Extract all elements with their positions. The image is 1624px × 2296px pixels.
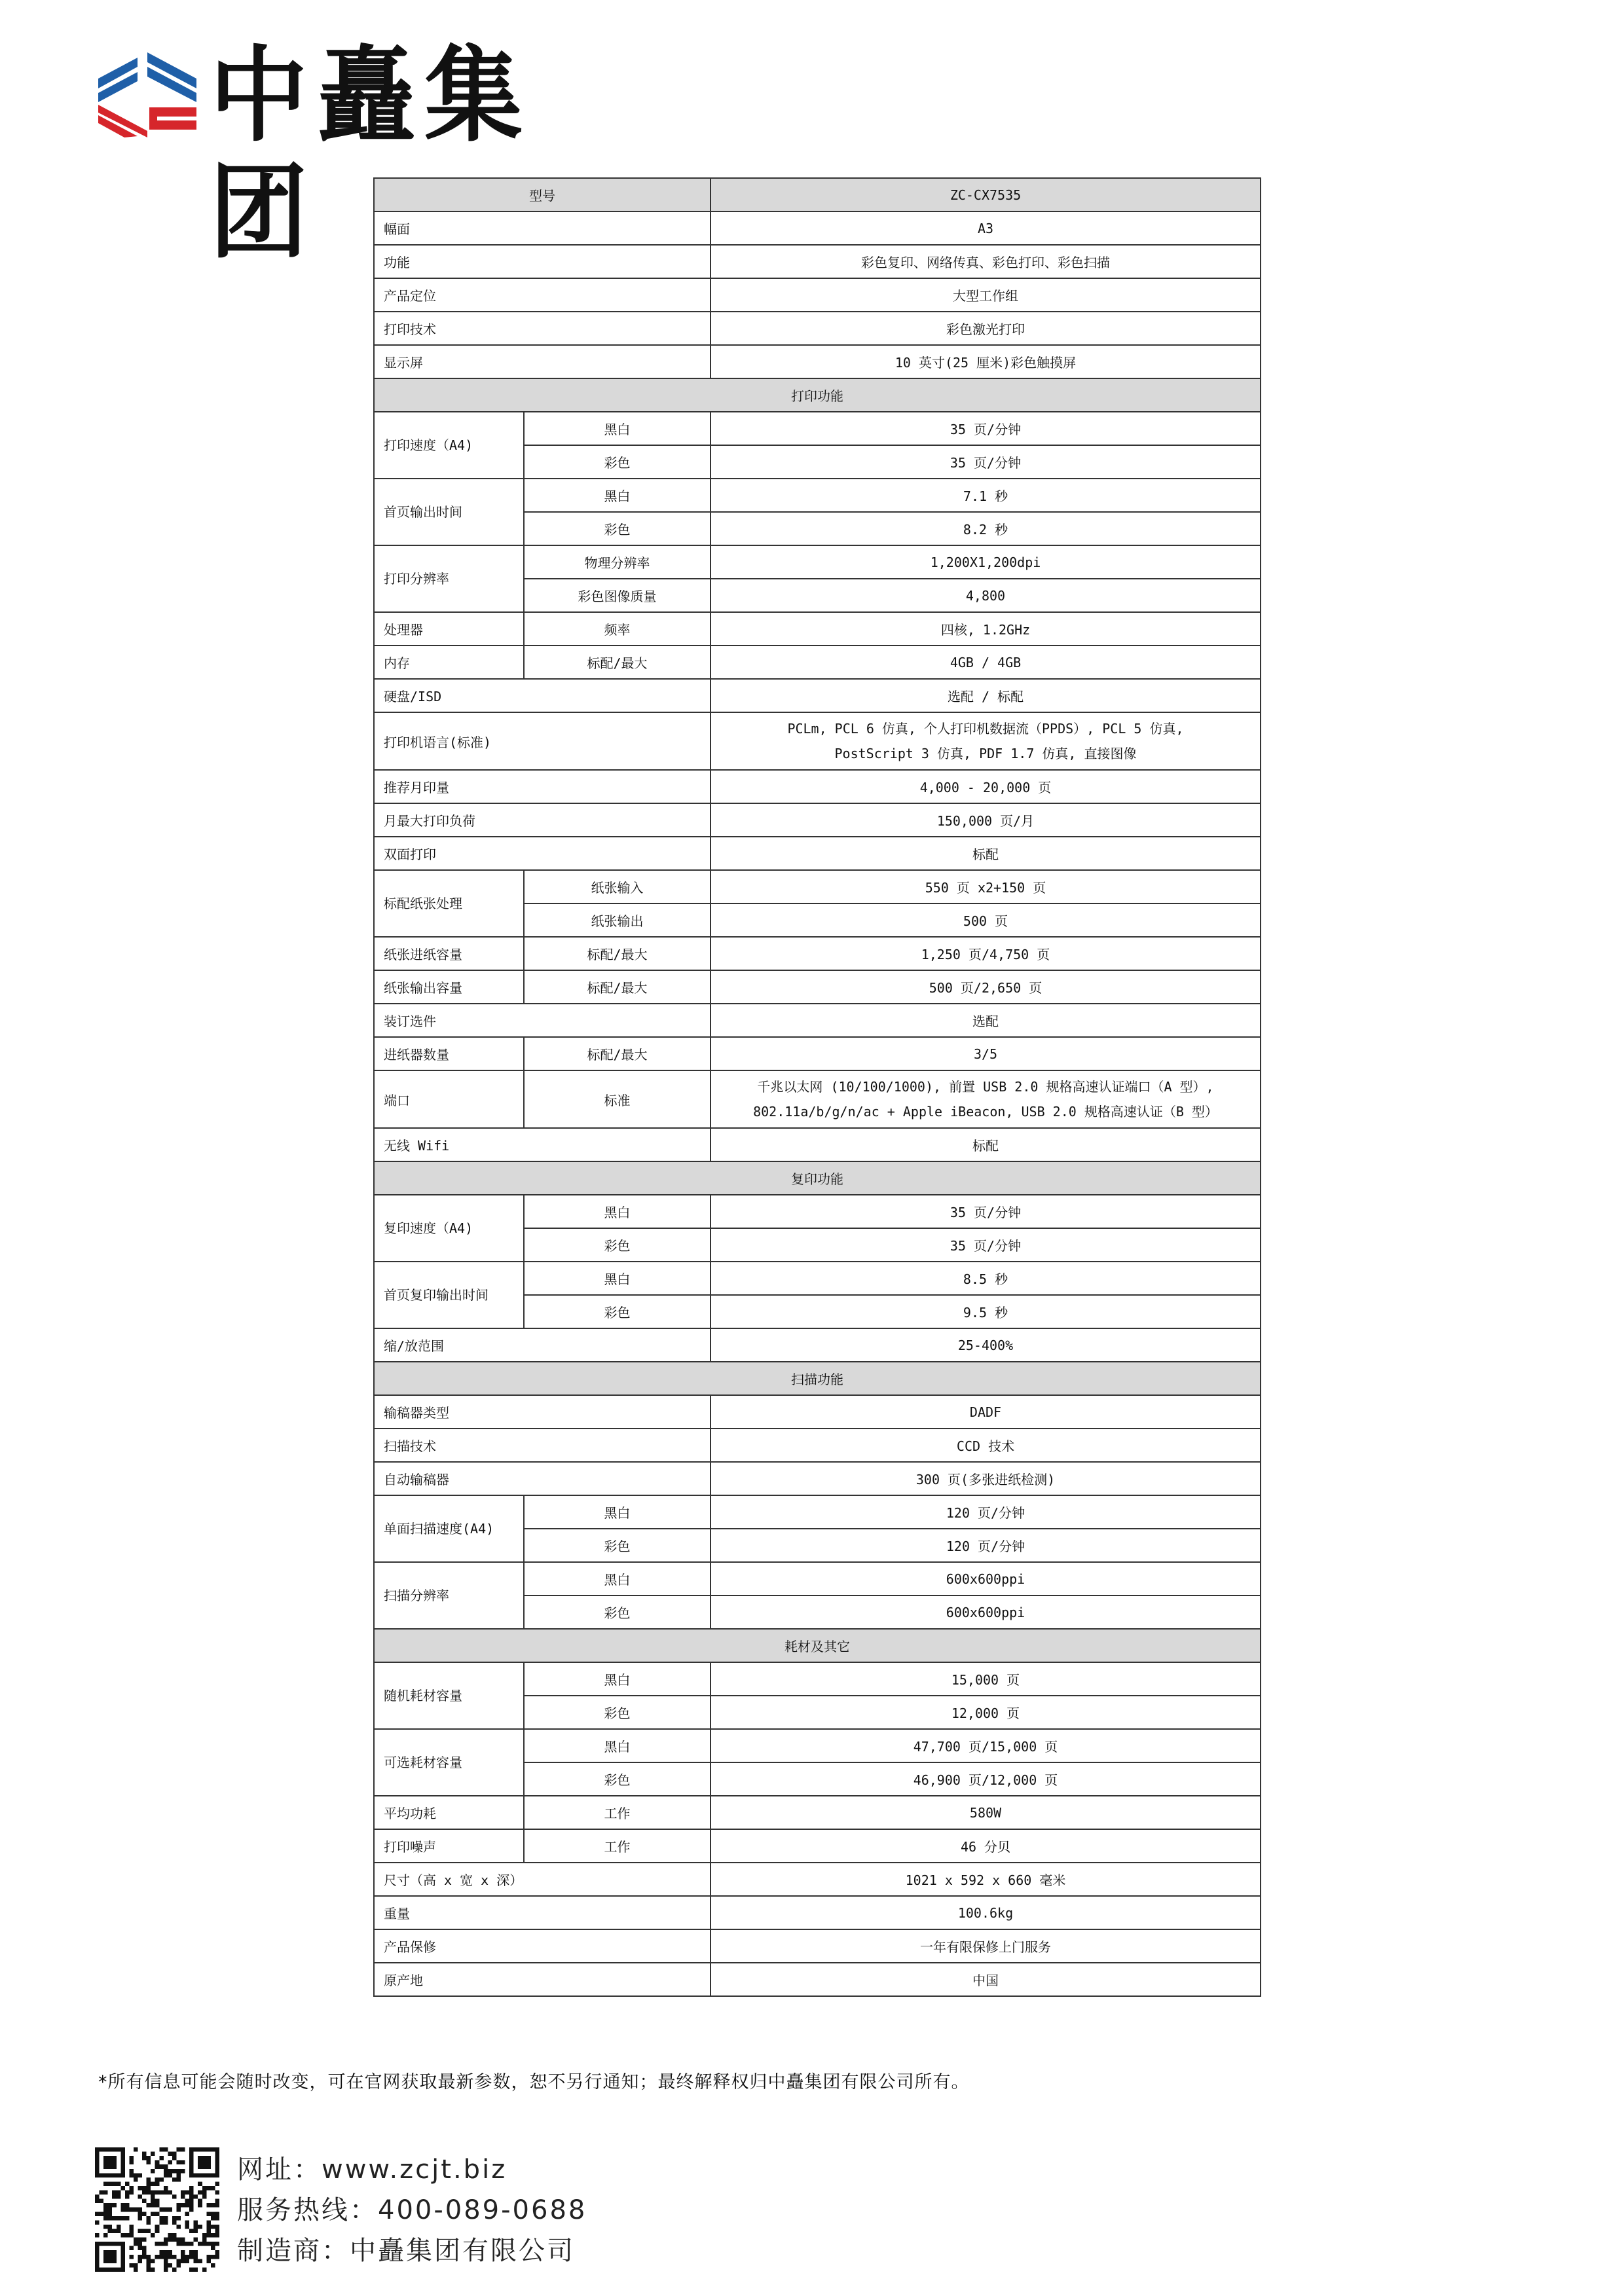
table-row — [374, 1462, 1261, 1495]
spec-value: 300 页(多张进纸检测) — [710, 1462, 1261, 1495]
spec-sublabel: 黑白 — [524, 1495, 710, 1529]
table-row — [374, 1662, 1261, 1696]
spec-value: 9.5 秒 — [710, 1295, 1261, 1328]
spec-value: 大型工作组 — [710, 278, 1261, 312]
spec-label: 随机耗材容量 — [374, 1662, 524, 1729]
spec-label: 装订选件 — [374, 1004, 710, 1037]
spec-value: 4GB / 4GB — [710, 646, 1261, 679]
spec-label: 平均功耗 — [374, 1796, 524, 1829]
spec-value: 一年有限保修上门服务 — [710, 1929, 1261, 1963]
spec-value-line: PostScript 3 仿真, PDF 1.7 仿真, 直接图像 — [834, 746, 1137, 761]
spec-label: 扫描技术 — [374, 1429, 710, 1462]
spec-sublabel: 彩色 — [524, 1762, 710, 1796]
spec-label: 进纸器数量 — [374, 1037, 524, 1070]
table-row — [374, 803, 1261, 837]
spec-sublabel: 标配/最大 — [524, 646, 710, 679]
spec-sublabel: 黑白 — [524, 412, 710, 445]
spec-sublabel: 黑白 — [524, 1262, 710, 1295]
spec-value: 12,000 页 — [710, 1696, 1261, 1729]
spec-value: 7.1 秒 — [710, 479, 1261, 512]
spec-label: 可选耗材容量 — [374, 1729, 524, 1796]
spec-sublabel: 物理分辨率 — [524, 545, 710, 579]
spec-value: 120 页/分钟 — [710, 1495, 1261, 1529]
spec-value: CCD 技术 — [710, 1429, 1261, 1462]
spec-value: 46,900 页/12,000 页 — [710, 1762, 1261, 1796]
spec-label: 显示屏 — [374, 345, 710, 378]
spec-label: 扫描分辨率 — [374, 1562, 524, 1629]
spec-sublabel: 黑白 — [524, 1195, 710, 1228]
spec-label: 硬盘/ISD — [374, 679, 710, 712]
table-row — [374, 770, 1261, 803]
table-row — [374, 1495, 1261, 1529]
table-row — [374, 1829, 1261, 1863]
spec-value: 彩色复印、网络传真、彩色打印、彩色扫描 — [710, 245, 1261, 278]
spec-label: 产品保修 — [374, 1929, 710, 1963]
spec-label: 幅面 — [374, 211, 710, 245]
table-row — [374, 1262, 1261, 1295]
spec-value: 10 英寸(25 厘米)彩色触摸屏 — [710, 345, 1261, 378]
spec-label: 纸张输出容量 — [374, 970, 524, 1004]
spec-label: 打印分辨率 — [374, 545, 524, 612]
table-row — [374, 937, 1261, 970]
table-row — [374, 479, 1261, 512]
spec-label: 单面扫描速度(A4) — [374, 1495, 524, 1562]
model-label: 型号 — [374, 178, 710, 211]
spec-value: DADF — [710, 1395, 1261, 1429]
section-title: 耗材及其它 — [374, 1629, 1261, 1662]
section-title: 扫描功能 — [374, 1362, 1261, 1395]
spec-label: 打印噪声 — [374, 1829, 524, 1863]
table-row — [374, 646, 1261, 679]
website-text: 网址：www.zcjt.biz — [237, 2155, 507, 2185]
section-header-row — [374, 1362, 1261, 1395]
spec-sublabel: 黑白 — [524, 1662, 710, 1696]
spec-value: 35 页/分钟 — [710, 1228, 1261, 1262]
table-row — [374, 1729, 1261, 1762]
spec-value: 选配 / 标配 — [710, 679, 1261, 712]
spec-value: 彩色激光打印 — [710, 312, 1261, 345]
spec-value — [710, 1070, 1261, 1128]
spec-label: 功能 — [374, 245, 710, 278]
spec-sublabel: 彩色 — [524, 1696, 710, 1729]
spec-value: 15,000 页 — [710, 1662, 1261, 1696]
table-row — [374, 345, 1261, 378]
spec-sublabel: 黑白 — [524, 479, 710, 512]
qr-code-icon — [95, 2147, 219, 2272]
spec-label: 推荐月印量 — [374, 770, 710, 803]
spec-sublabel: 黑白 — [524, 1562, 710, 1595]
table-row — [374, 1195, 1261, 1228]
spec-value: 8.5 秒 — [710, 1262, 1261, 1295]
spec-label: 打印机语言(标准) — [374, 712, 710, 770]
spec-sublabel: 彩色 — [524, 1295, 710, 1328]
table-row — [374, 1328, 1261, 1362]
table-row — [374, 1796, 1261, 1829]
model-value: ZC-CX7535 — [710, 178, 1261, 211]
spec-value: 4,000 - 20,000 页 — [710, 770, 1261, 803]
spec-sublabel: 彩色图像质量 — [524, 579, 710, 612]
spec-sublabel: 标配/最大 — [524, 937, 710, 970]
spec-sublabel: 工作 — [524, 1829, 710, 1863]
contact-footer — [237, 2149, 587, 2271]
spec-label: 复印速度（A4) — [374, 1195, 524, 1262]
spec-value: 35 页/分钟 — [710, 412, 1261, 445]
spec-sublabel: 黑白 — [524, 1729, 710, 1762]
spec-value: 120 页/分钟 — [710, 1529, 1261, 1562]
section-header-row — [374, 378, 1261, 412]
company-logo-mark-icon — [98, 52, 196, 137]
spec-value: 100.6kg — [710, 1896, 1261, 1929]
table-row — [374, 1004, 1261, 1037]
spec-table — [373, 177, 1261, 1997]
table-row — [374, 1929, 1261, 1963]
spec-label: 打印速度（A4) — [374, 412, 524, 479]
table-row — [374, 612, 1261, 646]
spec-label: 纸张进纸容量 — [374, 937, 524, 970]
table-row — [374, 870, 1261, 903]
spec-value: 中国 — [710, 1963, 1261, 1996]
spec-value-line: 802.11a/b/g/n/ac + Apple iBeacon, USB 2.0 规格高速认证（B 型） — [753, 1104, 1218, 1120]
spec-value: 580W — [710, 1796, 1261, 1829]
table-row — [374, 412, 1261, 445]
spec-value: 500 页 — [710, 903, 1261, 937]
table-row — [374, 1429, 1261, 1462]
spec-label: 输稿器类型 — [374, 1395, 710, 1429]
company-logo-text: 中矗集团 — [210, 35, 532, 273]
spec-sublabel: 彩色 — [524, 445, 710, 479]
spec-value-line: PCLm, PCL 6 仿真, 个人打印机数据流（PPDS）, PCL 5 仿真, — [787, 721, 1184, 737]
spec-label: 自动输稿器 — [374, 1462, 710, 1495]
manufacturer-text: 制造商：中矗集团有限公司 — [237, 2236, 575, 2266]
table-row — [374, 1562, 1261, 1595]
spec-value: 标配 — [710, 837, 1261, 870]
spec-value: 150,000 页/月 — [710, 803, 1261, 837]
spec-value — [710, 712, 1261, 770]
table-row — [374, 545, 1261, 579]
spec-value: 4,800 — [710, 579, 1261, 612]
spec-sublabel: 彩色 — [524, 1529, 710, 1562]
hotline-text: 服务热线：400-089-0688 — [237, 2195, 587, 2225]
spec-label: 处理器 — [374, 612, 524, 646]
spec-sublabel: 纸张输入 — [524, 870, 710, 903]
spec-sublabel: 标配/最大 — [524, 970, 710, 1004]
section-title: 复印功能 — [374, 1161, 1261, 1195]
spec-label: 缩/放范围 — [374, 1328, 710, 1362]
spec-sublabel: 彩色 — [524, 1595, 710, 1629]
section-title: 打印功能 — [374, 378, 1261, 412]
spec-value: 47,700 页/15,000 页 — [710, 1729, 1261, 1762]
spec-value: 25-400% — [710, 1328, 1261, 1362]
spec-label: 月最大打印负荷 — [374, 803, 710, 837]
table-row — [374, 1070, 1261, 1128]
spec-label: 产品定位 — [374, 278, 710, 312]
spec-value: 500 页/2,650 页 — [710, 970, 1261, 1004]
spec-value: 8.2 秒 — [710, 512, 1261, 545]
spec-label: 端口 — [374, 1070, 524, 1128]
table-row — [374, 1896, 1261, 1929]
table-row — [374, 712, 1261, 770]
spec-sublabel: 标准 — [524, 1070, 710, 1128]
spec-label: 标配纸张处理 — [374, 870, 524, 937]
spec-label: 尺寸（高 x 宽 x 深） — [374, 1863, 710, 1896]
spec-label: 无线 Wifi — [374, 1128, 710, 1161]
table-row — [374, 679, 1261, 712]
spec-value: 选配 — [710, 1004, 1261, 1037]
table-row — [374, 970, 1261, 1004]
spec-value: 1,200X1,200dpi — [710, 545, 1261, 579]
spec-value: 1,250 页/4,750 页 — [710, 937, 1261, 970]
spec-value: 标配 — [710, 1128, 1261, 1161]
spec-value: 550 页 x2+150 页 — [710, 870, 1261, 903]
spec-value: 600x600ppi — [710, 1562, 1261, 1595]
spec-value: 35 页/分钟 — [710, 1195, 1261, 1228]
spec-value: 35 页/分钟 — [710, 445, 1261, 479]
spec-sublabel: 标配/最大 — [524, 1037, 710, 1070]
spec-label: 首页复印输出时间 — [374, 1262, 524, 1328]
model-header-row — [374, 178, 1261, 211]
section-header-row — [374, 1629, 1261, 1662]
spec-label: 双面打印 — [374, 837, 710, 870]
spec-value: 1021 x 592 x 660 毫米 — [710, 1863, 1261, 1896]
spec-value: A3 — [710, 211, 1261, 245]
table-row — [374, 837, 1261, 870]
spec-label: 打印技术 — [374, 312, 710, 345]
spec-sublabel: 工作 — [524, 1796, 710, 1829]
spec-value-line: 千兆以太网 (10/100/1000), 前置 USB 2.0 规格高速认证端口（A 型）, — [757, 1079, 1214, 1095]
spec-value: 46 分贝 — [710, 1829, 1261, 1863]
section-header-row — [374, 1161, 1261, 1195]
table-row — [374, 278, 1261, 312]
disclaimer-note: *所有信息可能会随时改变，可在官网获取最新参数，恕不另行通知；最终解释权归中矗集团有限公司所有。 — [98, 2072, 970, 2092]
table-row — [374, 1863, 1261, 1896]
spec-label: 原产地 — [374, 1963, 710, 1996]
table-row — [374, 1128, 1261, 1161]
spec-label: 重量 — [374, 1896, 710, 1929]
table-row — [374, 1963, 1261, 1996]
spec-value: 3/5 — [710, 1037, 1261, 1070]
spec-value: 四核, 1.2GHz — [710, 612, 1261, 646]
spec-sublabel: 彩色 — [524, 512, 710, 545]
table-row — [374, 1037, 1261, 1070]
spec-sublabel: 彩色 — [524, 1228, 710, 1262]
spec-label: 内存 — [374, 646, 524, 679]
spec-sublabel: 频率 — [524, 612, 710, 646]
table-row — [374, 312, 1261, 345]
spec-label: 首页输出时间 — [374, 479, 524, 545]
table-row — [374, 211, 1261, 245]
table-row — [374, 1395, 1261, 1429]
spec-value: 600x600ppi — [710, 1595, 1261, 1629]
table-row — [374, 245, 1261, 278]
spec-sublabel: 纸张输出 — [524, 903, 710, 937]
